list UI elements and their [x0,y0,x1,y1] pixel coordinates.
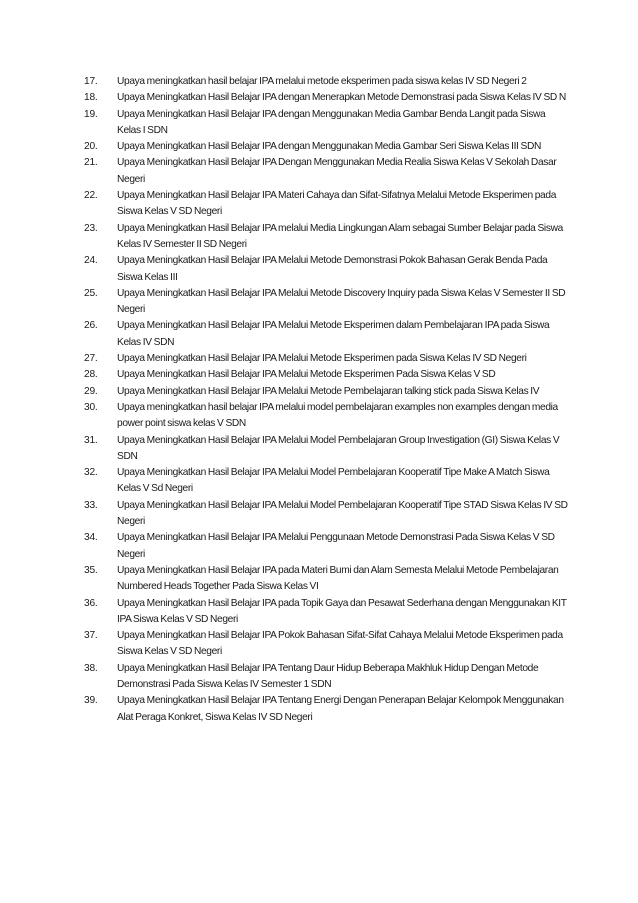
list-item [84,628,570,661]
item-number: 29. [84,385,98,397]
list-item [84,155,570,188]
item-number: 17. [84,76,98,87]
list-item [84,498,570,531]
list-item [84,433,570,466]
item-number: 35. [84,564,98,576]
list-item [84,400,570,433]
list-item [84,90,570,106]
item-number: 32. [84,467,98,479]
item-text: Upaya Meningkatkan Hasil Belajar IPA dengan Menggunakan Media Gambar Benda Langit pada Siswa Kelas I SDN [117,108,546,136]
item-text: Upaya Meningkatkan Hasil Belajar IPA Materi Cahaya dan Sifat-Sifatnya Melalui Metode Eksperimen pada Siswa Kelas V SD Negeri [117,190,557,218]
item-text: Upaya Meningkatkan Hasil Belajar IPA Melalui Model Pembelajaran Kooperatif Tipe STAD Siswa Kelas IV SD Negeri [117,499,568,528]
item-text: Upaya Meningkatkan Hasil Belajar IPA Melalui Metode Pembelajaran talking stick pada Siswa Kelas IV [117,385,540,397]
item-text: Upaya Meningkatkan Hasil Belajar IPA melalui Media Lingkungan Alam sebagai Sumber Belajar pada Siswa Kelas IV Semester II SD Negeri [117,222,563,250]
item-number: 26. [84,320,98,332]
list-item [84,286,570,319]
item-text: Upaya Meningkatkan Hasil Belajar IPA pada Materi Bumi dan Alam Semesta Melalui Metode Pembelajaran Numbered Heads Together Pada Siswa Kelas VI [117,564,559,593]
item-text: Upaya Meningkatkan Hasil Belajar IPA Dengan Menggunakan Media Realia Siswa Kelas V Sekolah Dasar Negeri [117,157,557,185]
item-text: Upaya Meningkatkan Hasil Belajar IPA Melalui Model Pembelajaran Kooperatif Tipe Make A Match Siswa Kelas V Sd Negeri [117,467,550,495]
list-item [84,221,570,254]
list-item [84,367,570,383]
item-number: 30. [84,401,98,413]
numbered-title-list [84,74,570,726]
item-number: 20. [84,141,98,153]
item-number: 22. [84,190,98,202]
item-number: 33. [84,499,98,511]
item-number: 25. [84,287,98,299]
item-text: Upaya Meningkatkan Hasil Belajar IPA Tentang Energi Dengan Penerapan Belajar Kelompok Menggunakan Alat Peraga Konkret, Siswa Kelas IV SD Negeri [117,695,564,723]
item-number: 34. [84,532,98,544]
item-number: 27. [84,353,98,365]
list-item [84,253,570,286]
list-item [84,74,570,90]
item-number: 37. [84,630,98,642]
item-number: 28. [84,369,98,381]
item-number: 19. [84,108,98,120]
item-text: Upaya Meningkatkan Hasil Belajar IPA Melalui Metode Eksperimen pada Siswa Kelas IV SD Negeri [117,353,527,365]
list-item [84,661,570,694]
item-text: Upaya Meningkatkan Hasil Belajar IPA Melalui Penggunaan Metode Demonstrasi Pada Siswa Kelas V SD Negeri [117,532,555,560]
item-text: Upaya Meningkatkan Hasil Belajar IPA Melalui Metode Eksperimen dalam Pembelajaran IPA pada Siswa Kelas IV SDN [117,320,550,348]
item-text: Upaya meningkatkan hasil belajar IPA melalui metode eksperimen pada siswa kelas IV SD Negeri 2 [117,76,527,87]
list-item [84,107,570,140]
item-text: Upaya meningkatkan hasil belajar IPA melalui model pembelajaran examples non examples dengan media power point siswa kelas V SDN [117,401,558,430]
item-number: 39. [84,695,98,707]
item-text: Upaya Meningkatkan Hasil Belajar IPA pada Topik Gaya dan Pesawat Sederhana dengan Menggunakan KIT IPA Siswa Kelas V SD Negeri [117,597,567,625]
list-item [84,693,570,726]
item-text: Upaya Meningkatkan Hasil Belajar IPA Melalui Metode Demonstrasi Pokok Bahasan Gerak Benda Pada Siswa Kelas III [117,255,548,283]
item-text: Upaya Meningkatkan Hasil Belajar IPA Melalui Metode Eksperimen Pada Siswa Kelas V SD [117,369,496,381]
list-item [84,596,570,629]
item-number: 24. [84,255,98,267]
item-text: Upaya Meningkatkan Hasil Belajar IPA Tentang Daur Hidup Beberapa Makhluk Hidup Dengan Metode Demonstrasi Pada Siswa Kelas IV Semester 1 SDN [117,662,539,690]
list-item [84,139,570,155]
list-item [84,530,570,563]
item-number: 23. [84,222,98,234]
item-text: Upaya Meningkatkan Hasil Belajar IPA Pokok Bahasan Sifat-Sifat Cahaya Melalui Metode Eksperimen pada Siswa Kelas V SD Negeri [117,630,563,658]
item-text: Upaya Meningkatkan Hasil Belajar IPA Melalui Model Pembelajaran Group Investigation (GI) Siswa Kelas V SDN [117,434,560,462]
item-text: Upaya Meningkatkan Hasil Belajar IPA dengan Menggunakan Media Gambar Seri Siswa Kelas III SDN [117,141,541,153]
item-text: Upaya Meningkatkan Hasil Belajar IPA Melalui Metode Discovery Inquiry pada Siswa Kelas V Semester II SD Negeri [117,287,566,316]
item-number: 31. [84,434,98,446]
item-text: Upaya Meningkatkan Hasil Belajar IPA dengan Menerapkan Metode Demonstrasi pada Siswa Kelas IV SD N [117,92,566,104]
item-number: 21. [84,157,98,169]
list-item [84,384,570,400]
list-item [84,465,570,498]
item-number: 38. [84,662,98,674]
item-number: 36. [84,597,98,609]
list-item [84,351,570,367]
item-number: 18. [84,92,98,104]
list-item [84,188,570,221]
list-item [84,563,570,596]
list-item [84,318,570,351]
